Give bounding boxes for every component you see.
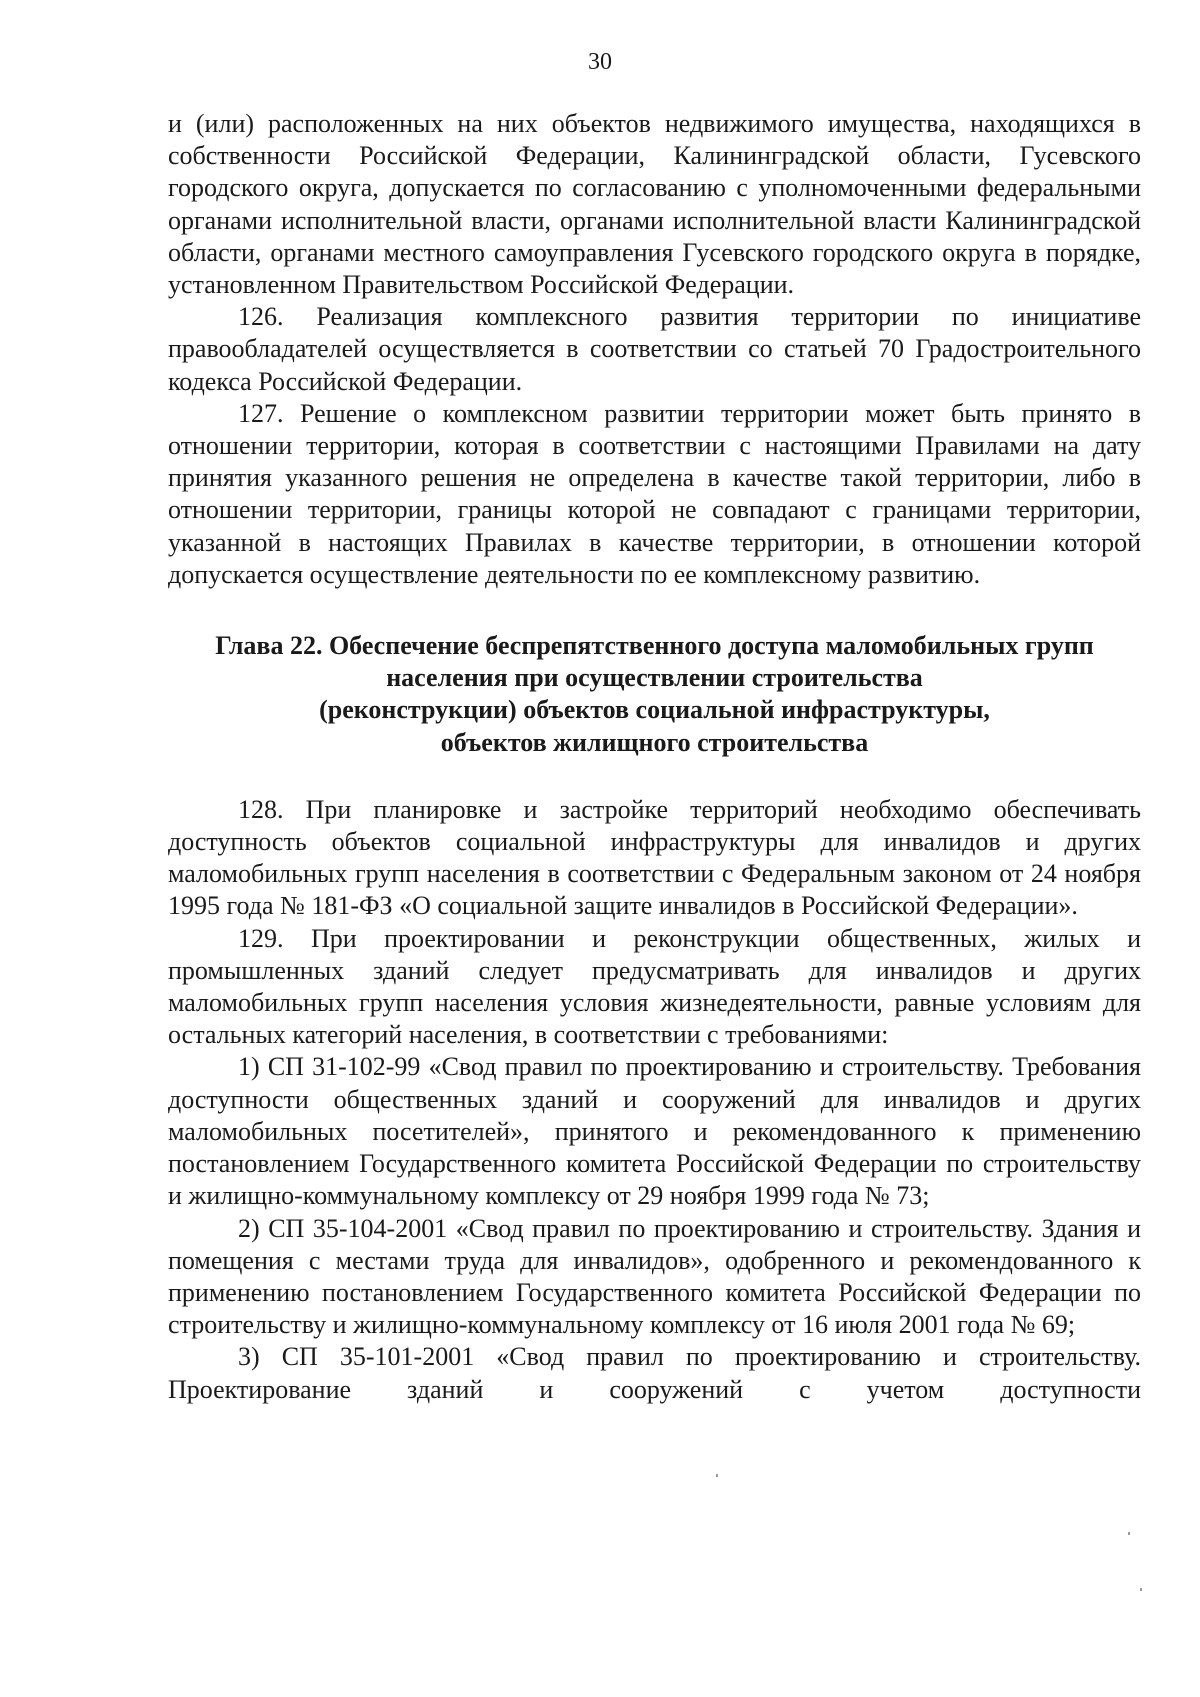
- page-number: 30: [588, 49, 612, 75]
- list-item-3: 3) СП 35-101-2001 «Свод правил по проектированию и строительству. Проектирование зданий и сооружений с учетом доступности: [168, 1342, 1141, 1404]
- chapter-heading-line: (реконструкции) объектов социальной инфраструктуры,: [319, 695, 990, 725]
- paragraph-128: 128. При планировке и застройке территорий необходимо обеспечивать доступность объектов социальной инфраструктуры для инвалидов и других маломобильных групп населения в соответствии с Федеральным законом от 24 ноября 1995 года № 181-ФЗ «О социальной защите инвалидов в Российской Федерации».: [168, 794, 1141, 921]
- list-item-1: 1) СП 31-102-99 «Свод правил по проектированию и строительству. Требования доступности общественных зданий и сооружений для инвалидов и других маломобильных посетителей», принятого и рекомендованного к применению постановлением Государственного комитета Российской Федерации по строительству и жилищно-коммунальному комплексу от 29 ноября 1999 года № 73;: [168, 1052, 1141, 1211]
- chapter-heading-line: объектов жилищного строительства: [440, 727, 869, 757]
- paragraph-126: 126. Реализация комплексного развития территории по инициативе правообладателей осуществляется в соответствии со статьей 70 Градостроительного кодекса Российской Федерации.: [168, 302, 1141, 396]
- document-body: [168, 108, 1141, 1406]
- scan-speck: [716, 1474, 718, 1477]
- list-item-2: 2) СП 35-104-2001 «Свод правил по проектированию и строительству. Здания и помещения с местами труда для инвалидов», одобренного и рекомендованного к применению постановлением Государственного комитета Российской Федерации по строительству и жилищно-коммунальному комплексу от 16 июля 2001 года № 69;: [168, 1213, 1141, 1340]
- chapter-heading-line: Глава 22. Обеспечение беспрепятственного доступа маломобильных групп: [215, 631, 1094, 661]
- scan-speck: [1128, 1532, 1130, 1535]
- paragraph-127: 127. Решение о комплексном развитии территории может быть принято в отношении территории, которая в соответствии с настоящими Правилами на дату принятия указанного решения не определена в качестве такой территории, либо в отношении территории, границы которой не совпадают с границами территории, указанной в настоящих Правилах в качестве территории, в отношении которой допускается осуществление деятельности по ее комплексному развитию.: [168, 398, 1141, 589]
- scan-speck: [1140, 1588, 1142, 1591]
- paragraph-continuation: и (или) расположенных на них объектов недвижимого имущества, находящихся в собственности Российской Федерации, Калининградской области, Гусевского городского округа, допускается по согласованию с уполномоченными федеральными органами исполнительной власти, органами исполнительной власти Калининградской области, органами местного самоуправления Гусевского городского округа в порядке, установленном Правительством Российской Федерации.: [168, 109, 1141, 300]
- paragraph-129: 129. При проектировании и реконструкции общественных, жилых и промышленных зданий следует предусматривать для инвалидов и других маломобильных групп населения условия жизнедеятельности, равные условиям для остальных категорий населения, в соответствии с требованиями:: [168, 923, 1141, 1050]
- chapter-heading-line: населения при осуществлении строительства: [386, 663, 923, 693]
- chapter-heading: [168, 630, 1141, 759]
